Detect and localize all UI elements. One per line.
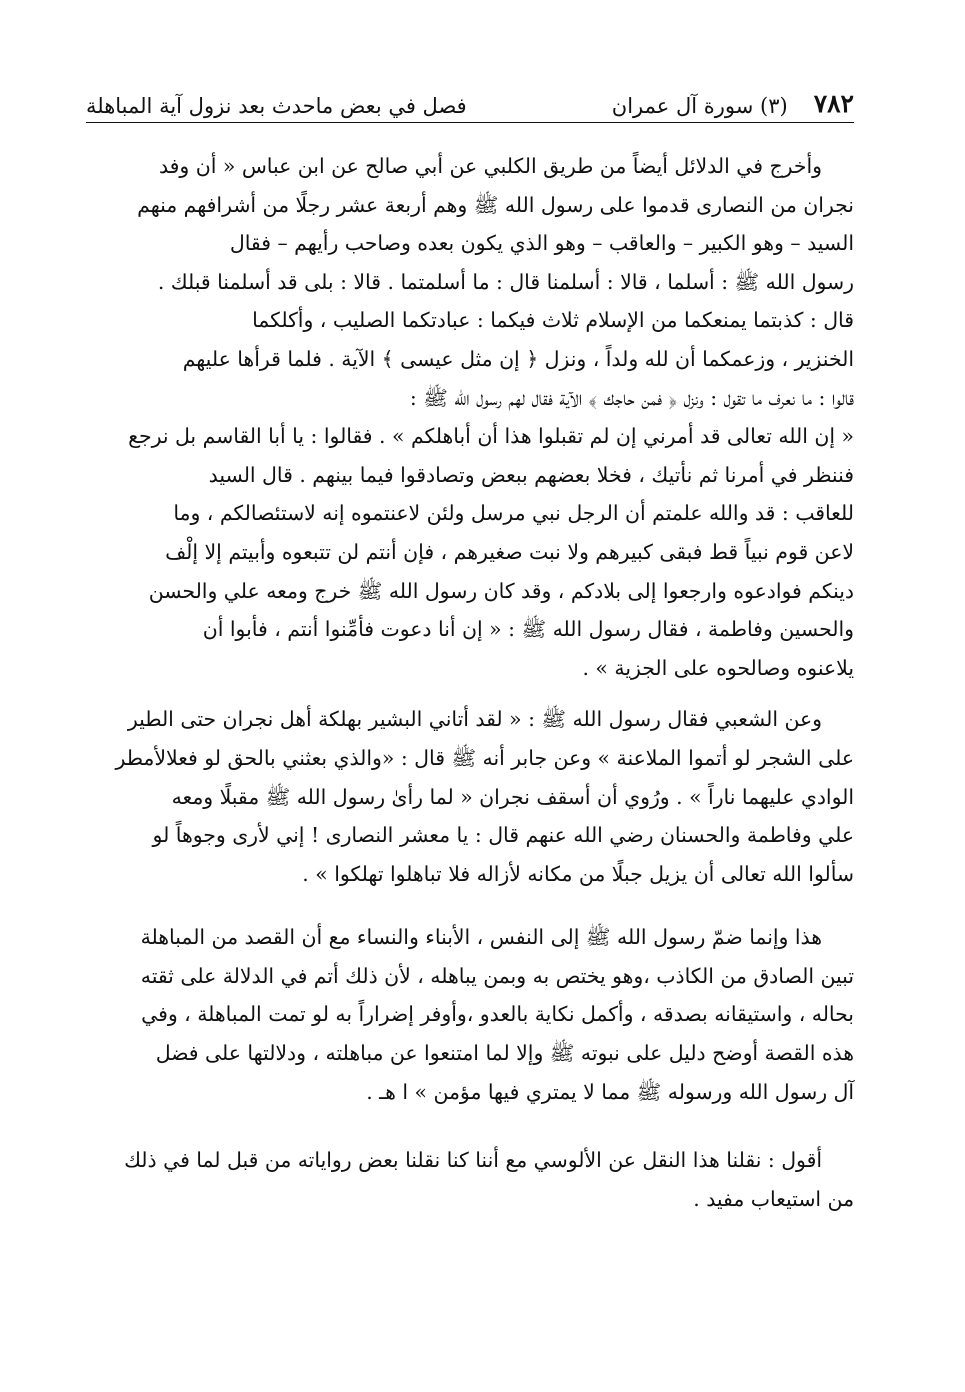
text-line: هذا وإنما ضمّ رسول الله ﷺ إلى النفس ، الأبناء والنساء مع أن القصد من المباهلة — [140, 925, 822, 950]
surah-title: (٣) سورة آل عمران — [611, 94, 788, 118]
chapter-title: فصل في بعض ماحدث بعد نزول آية المباهلة — [86, 94, 467, 118]
text-line: لاعن قوم نبياً قط فبقى كبيرهم ولا نبت صغيرهم ، فإن أنتم لن تتبعوه وأبيتم إلا إلْف — [165, 539, 854, 564]
page-body — [86, 147, 854, 1218]
text-line: للعاقب : قد والله علمتم أن الرجل نبي مرسل ولئن لاعنتموه إنه لاستئصالكم ، وما — [173, 501, 854, 526]
text-line: على الشجر لو أتموا الملاعنة » وعن جابر أنه ﷺ قال : «والذي بعثني بالحق لو فعلالأمطر — [115, 745, 854, 770]
paragraph-3 — [86, 918, 854, 1111]
text-line: آل رسول الله ورسوله ﷺ مما لا يمتري فيها مؤمن » ا هـ . — [366, 1079, 854, 1104]
text-line: بحاله ، واستيقانه بصدقه ، وأكمل نكاية بالعدو ،وأوفر إضراراً به لو تمت المباهلة ، وفي — [141, 1002, 854, 1027]
text-line: سألوا الله تعالى أن يزيل جبلًا من مكانه لأزاله فلا تباهلوا تهلكوا » . — [302, 861, 854, 886]
text-line: أقول : نقلنا هذا النقل عن الألوسي مع أننا كنا نقلنا بعض رواياته من قبل لما في ذلك — [124, 1148, 822, 1173]
text-line: وعن الشعبي فقال رسول الله ﷺ : « لقد أتاني البشير بهلكة أهل نجران حتى الطير — [127, 707, 822, 732]
text-line: الخنزير ، وزعمكما أن لله ولداً ، ونزل ﴿ إن مثل عيسى ﴾ الآية . فلما قرأها عليهم — [182, 346, 854, 371]
text-line: « إن الله تعالى قد أمرني إن لم تقبلوا هذا أن أباهلكم » . فقالوا : يا أبا القاسم بل نرجع — [128, 424, 854, 449]
text-line: تبين الصادق من الكاذب ،وهو يختص به وبمن يباهله ، لأن ذلك أتم في الدلالة على ثقته — [140, 963, 854, 988]
text-line: فننظر في أمرنا ثم نأتيك ، فخلا بعضهم ببعض وتصادقوا فيما بينهم . قال السيد — [208, 462, 854, 487]
page-number: ٧٨٢ — [813, 89, 854, 118]
text-line: قالوا : ما نعرف ما تقول : ونزل ﴿ فمن حاجك ﴾ الآية فقال لهم رسول الله ﷺ : — [409, 385, 854, 410]
text-line: دينكم فوادعوه وارجعوا إلى بلادكم ، وقد كان رسول الله ﷺ خرج ومعه علي والحسن — [148, 578, 854, 603]
text-line: والحسين وفاطمة ، فقال رسول الله ﷺ : « إن أنا دعوت فأمِّنوا أنتم ، فأبوا أن — [202, 617, 854, 642]
page-header — [86, 84, 854, 118]
text-line: وأخرج في الدلائل أيضاً من طريق الكلبي عن أبي صالح عن ابن عباس « أن وفد — [158, 154, 822, 178]
text-line: يلاعنوه وصالحوه على الجزية » . — [582, 655, 854, 680]
text-line: قال : كذبتما يمنعكما من الإسلام ثلاث فيكما : عبادتكما الصليب ، وأكلكما — [252, 308, 854, 333]
paragraph-4 — [86, 1141, 854, 1218]
text-line: هذه القصة أوضح دليل على نبوته ﷺ وإلا لما امتنعوا عن مباهلته ، ودلالتها على فضل — [155, 1041, 854, 1066]
text-line: رسول الله ﷺ : أسلما ، قالا : أسلمنا قال : ما أسلمتما . قالا : بلى قد أسلمنا قبلك . — [157, 269, 854, 294]
paragraph-1 — [86, 147, 854, 687]
header-rule — [86, 122, 854, 123]
text-line: السيد – وهو الكبير – والعاقب – وهو الذي يكون بعده وصاحب رأيهم – فقال — [229, 231, 854, 256]
paragraph-2 — [86, 700, 854, 893]
text-line: نجران من النصارى قدموا على رسول الله ﷺ وهم أربعة عشر رجلًا من أشرافهم منهم — [137, 192, 854, 217]
text-line: علي وفاطمة والحسنان رضي الله عنهم قال : يا معشر النصارى ! إني لأرى وجوهاً لو — [152, 823, 854, 848]
text-line: من استيعاب مفيد . — [693, 1186, 854, 1211]
text-line: الوادي عليهما ناراً » . ورُوي أن أسقف نجران « لما رأىٰ رسول الله ﷺ مقبلًا ومعه — [171, 784, 854, 809]
